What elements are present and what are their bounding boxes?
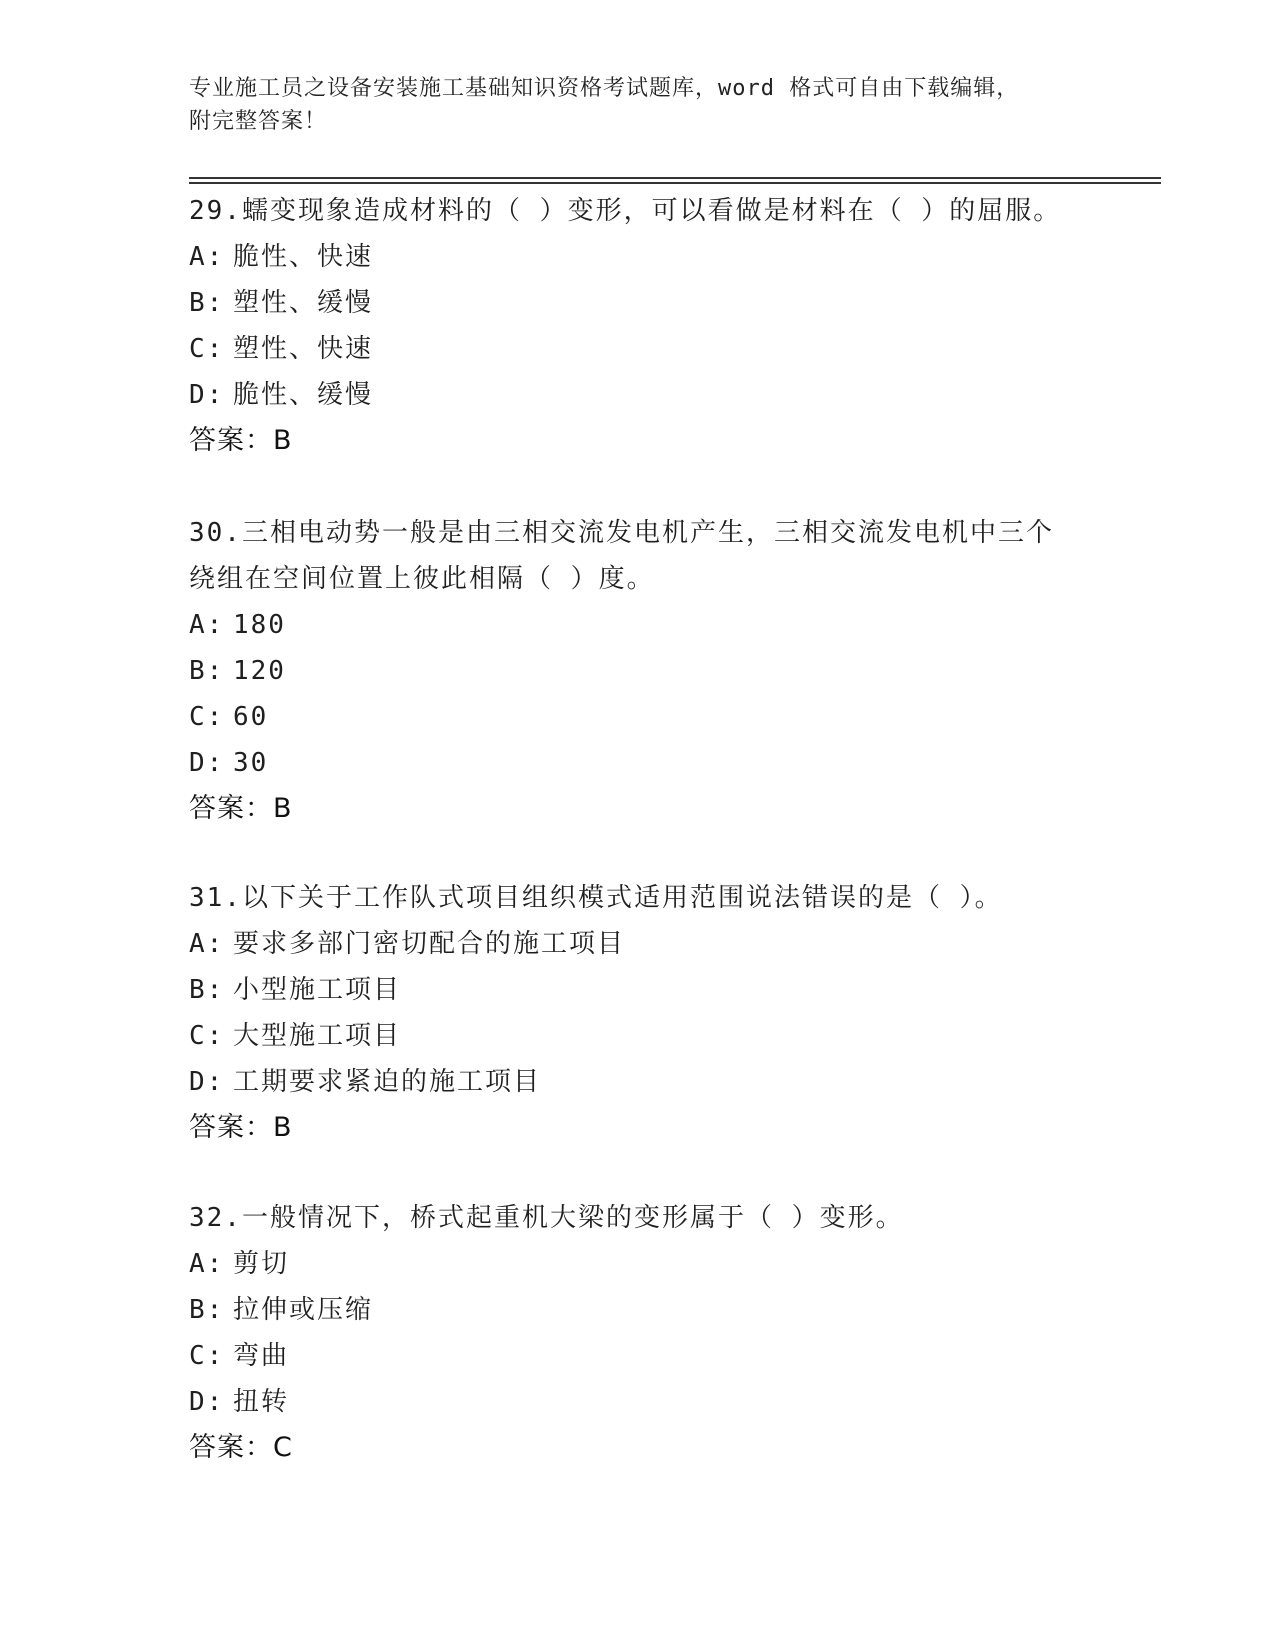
question-stem: 31.以下关于工作队式项目组织模式适用范围说法错误的是（ ）。 [189, 883, 1003, 913]
header-divider-bottom [189, 182, 1161, 184]
option-d [189, 1059, 1109, 1105]
option-c [189, 694, 1109, 740]
option-text: 30 [233, 748, 269, 778]
option-text: 拉伸或压缩 [233, 1295, 374, 1325]
answer-line: 答案：B [189, 425, 293, 456]
question-32 [189, 1195, 1109, 1471]
option-text: 剪切 [233, 1249, 290, 1279]
option-text: 60 [233, 702, 269, 732]
option-text: 工期要求紧迫的施工项目 [233, 1067, 542, 1097]
option-b [189, 280, 1109, 326]
answer-line: 答案：B [189, 793, 293, 824]
option-text: 扭转 [233, 1387, 290, 1417]
option-a [189, 234, 1109, 280]
question-stem: 29.蠕变现象造成材料的（ ）变形，可以看做是材料在（ ）的屈服。 [189, 196, 1062, 226]
option-b [189, 1287, 1109, 1333]
question-31 [189, 875, 1109, 1151]
option-key: D: [189, 748, 225, 778]
header-line-1: 专业施工员之设备安装施工基础知识资格考试题库，word 格式可自由下载编辑， [189, 76, 1020, 101]
option-text: 弯曲 [233, 1341, 290, 1371]
header-divider-top [189, 177, 1161, 179]
option-key: C: [189, 702, 225, 732]
option-text: 120 [233, 656, 286, 686]
option-a [189, 921, 1109, 967]
option-key: B: [189, 975, 225, 1005]
option-key: C: [189, 334, 225, 364]
option-key: B: [189, 656, 225, 686]
option-text: 小型施工项目 [233, 975, 402, 1005]
option-text: 大型施工项目 [233, 1021, 402, 1051]
option-d [189, 740, 1109, 786]
option-key: D: [189, 1067, 225, 1097]
option-key: A: [189, 242, 225, 272]
option-key: C: [189, 1021, 225, 1051]
document-header [189, 72, 1089, 138]
option-c [189, 1333, 1109, 1379]
option-text: 塑性、快速 [233, 334, 374, 364]
option-text: 180 [233, 610, 286, 640]
question-30 [189, 510, 1109, 832]
answer-line: 答案：C [189, 1432, 293, 1463]
answer-line: 答案：B [189, 1112, 293, 1143]
option-text: 脆性、快速 [233, 242, 374, 272]
option-a [189, 602, 1109, 648]
option-key: B: [189, 288, 225, 318]
question-stem: 32.一般情况下，桥式起重机大梁的变形属于（ ）变形。 [189, 1203, 904, 1233]
option-d [189, 1379, 1109, 1425]
option-c [189, 1013, 1109, 1059]
option-d [189, 372, 1109, 418]
option-key: A: [189, 1249, 225, 1279]
header-line-2: 附完整答案！ [189, 109, 328, 134]
question-stem: 30.三相电动势一般是由三相交流发电机产生，三相交流发电机中三个 [189, 518, 1054, 548]
option-b [189, 648, 1109, 694]
option-text: 塑性、缓慢 [233, 288, 374, 318]
option-key: D: [189, 1387, 225, 1417]
question-29 [189, 188, 1109, 464]
option-key: B: [189, 1295, 225, 1325]
option-a [189, 1241, 1109, 1287]
option-c [189, 326, 1109, 372]
option-key: A: [189, 929, 225, 959]
option-b [189, 967, 1109, 1013]
option-text: 脆性、缓慢 [233, 380, 374, 410]
option-key: D: [189, 380, 225, 410]
option-text: 要求多部门密切配合的施工项目 [233, 929, 626, 959]
question-stem-continued: 绕组在空间位置上彼此相隔（ ）度。 [189, 564, 655, 594]
option-key: C: [189, 1341, 225, 1371]
option-key: A: [189, 610, 225, 640]
